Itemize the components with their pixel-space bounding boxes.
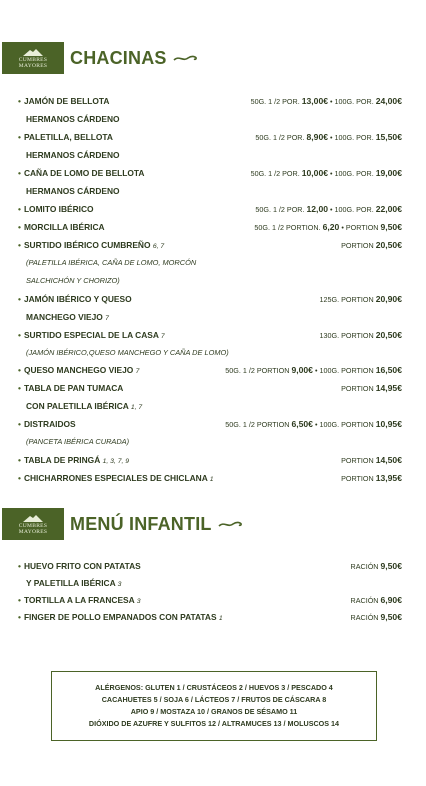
price-half-value: 6,50€ [291, 419, 313, 429]
menu-item-name [18, 221, 105, 234]
price-full-label: 100G. PORTION [319, 420, 374, 429]
bullet-icon: • [18, 96, 21, 106]
allergens-line: CACAHUETES 5 / SOJA 6 / LÁCTEOS 7 / FRUTOS DE CÁSCARA 8 [101, 695, 327, 704]
menu-item-title: SURTIDO ESPECIAL DE LA CASA [23, 330, 159, 340]
menu-item-name-continued [26, 149, 120, 162]
section-header-chacinas [2, 42, 199, 74]
menu-item-name [18, 203, 94, 216]
menu-item-title-cont: HERMANOS CÁRDENO [26, 186, 120, 196]
menu-item-title: PALETILLA, BELLOTA [23, 132, 113, 142]
bullet-icon: • [18, 330, 21, 340]
price-full-label: 100G. POR. [334, 97, 374, 106]
menu-item-title-cont: Y PALETILLA IBÉRICA [26, 578, 116, 588]
menu-item-row [18, 364, 402, 377]
menu-item-price [341, 454, 402, 467]
allergen-codes: 7 [135, 368, 140, 375]
price-full-value: 9,50€ [380, 222, 402, 232]
menu-item-name [18, 167, 144, 180]
menu-item-name [18, 472, 214, 486]
price-half-value: 8,90€ [306, 132, 329, 142]
price-full-label: 100G. POR. [334, 169, 374, 178]
menu-item-price [351, 611, 402, 624]
menu-item-name [18, 382, 123, 395]
menu-item-price [225, 418, 402, 431]
menu-item-price [254, 221, 402, 234]
brand-logo [2, 508, 64, 540]
menu-item-name [18, 131, 113, 144]
price-half-label: 50G. 1 /2 PORTION. [254, 223, 321, 232]
price-full-label: 130G. PORTION [319, 331, 374, 340]
menu-item-title: CHICHARRONES ESPECIALES DE CHICLANA [23, 473, 208, 483]
price-full-label: RACIÓN [350, 613, 379, 622]
bullet-icon: • [18, 204, 21, 214]
price-full-value: 20,90€ [375, 294, 402, 304]
menu-item-name [18, 611, 223, 625]
price-half-value: 12,00 [306, 204, 329, 214]
menu-item-row [18, 382, 402, 395]
price-full-label: PORTION [341, 474, 374, 483]
price-full-value: 20,50€ [375, 240, 402, 250]
price-half-label: 50G. 1 /2 POR. [250, 169, 300, 178]
menu-item-title-cont: CON PALETILLA IBÉRICA [26, 401, 129, 411]
menu-item-row [18, 239, 402, 252]
price-full-label: PORTION [341, 456, 374, 465]
menu-item-description: (PALETILLA IBÉRICA, CAÑA DE LOMO, MORCÓN [26, 258, 197, 267]
price-full-value: 19,00€ [375, 168, 402, 178]
mountain-icon [22, 514, 44, 523]
price-full-value: 16,50€ [375, 365, 402, 375]
price-full-value: 15,50€ [375, 132, 402, 142]
menu-item-price [351, 560, 402, 573]
bullet-icon: • [18, 132, 21, 142]
menu-item-name-continued [26, 113, 120, 126]
price-full-label: 100G. POR. [334, 133, 374, 142]
menu-item-name [18, 329, 165, 343]
logo-text-2: MAYORES [18, 62, 48, 69]
bullet-icon: • [18, 612, 21, 622]
price-full-label: PORTION [341, 384, 374, 393]
menu-item-row [18, 594, 402, 607]
bullet-icon: • [18, 168, 21, 178]
menu-item-price [251, 95, 402, 108]
menu-item-title: FINGER DE POLLO EMPANADOS CON PATATAS [23, 612, 217, 622]
menu-item-title: TORTILLA A LA FRANCESA [23, 595, 135, 605]
menu-item-row [18, 329, 402, 342]
price-half-label: 50G. 1 /2 POR. [250, 97, 300, 106]
price-full-label: RACIÓN [350, 596, 379, 605]
price-half-value: 13,00€ [301, 96, 329, 106]
section-header-infantil [2, 508, 244, 540]
price-half-value: 10,00€ [301, 168, 329, 178]
allergens-line: DIÓXIDO DE AZUFRE Y SULFITOS 12 / ALTRAMUCES 13 / MOLUSCOS 14 [88, 719, 340, 728]
menu-item-title: TABLA DE PAN TUMACA [23, 383, 124, 393]
price-full-label: 100G. PORTION [319, 366, 374, 375]
section-title-infantil: MENÚ INFANTIL [70, 513, 212, 534]
swirl-ornament-icon [173, 53, 199, 63]
menu-item-row [18, 472, 402, 485]
bullet-icon: • [18, 473, 21, 483]
menu-item-row [18, 203, 402, 216]
logo-text-1: CUMBRES [18, 56, 48, 63]
menu-item-title: SURTIDO IBÉRICO CUMBREÑO [23, 240, 151, 250]
menu-item-title-cont: HERMANOS CÁRDENO [26, 150, 120, 160]
menu-item-name [18, 95, 109, 108]
menu-item-title: DISTRAIDOS [23, 419, 76, 429]
price-full-label: PORTION [345, 223, 379, 232]
menu-item-row [18, 560, 402, 573]
price-half-value: 6,20 [322, 222, 340, 232]
bullet-icon: • [18, 383, 21, 393]
menu-item-description: (PANCETA IBÉRICA CURADA) [26, 437, 130, 446]
menu-item-price [351, 594, 402, 607]
allergens-line: APIO 9 / MOSTAZA 10 / GRANOS DE SÉSAMO 11 [130, 707, 298, 716]
price-half-label: 50G. 1 /2 POR. [255, 133, 305, 142]
menu-item-price [255, 203, 402, 216]
menu-item-row [18, 454, 402, 467]
price-full-label: PORTION [341, 241, 374, 250]
menu-item-name-continued [26, 400, 142, 414]
price-half-label: 50G. 1 /2 PORTION [225, 420, 290, 429]
allergen-codes: 7 [160, 333, 165, 340]
menu-item-title-cont: HERMANOS CÁRDENO [26, 114, 120, 124]
menu-item-title: QUESO MANCHEGO VIEJO [23, 365, 134, 375]
price-separator: • [341, 223, 344, 232]
bullet-icon: • [18, 561, 21, 571]
section-title-chacinas: CHACINAS [70, 47, 167, 68]
allergen-codes: 1, 3, 7, 9 [102, 458, 130, 465]
allergen-codes: 7 [105, 315, 109, 322]
menu-item-row [18, 167, 402, 180]
menu-item-title-cont: MANCHEGO VIEJO [26, 312, 103, 322]
allergen-codes: 1, 7 [130, 404, 143, 411]
price-full-value: 24,00€ [375, 96, 402, 106]
menu-item-name [18, 239, 164, 253]
price-full-value: 14,50€ [375, 455, 402, 465]
menu-item-name-continued [26, 577, 121, 591]
menu-item-title: HUEVO FRITO CON PATATAS [23, 561, 141, 571]
menu-item-price [341, 239, 402, 252]
menu-item-row [18, 95, 402, 108]
price-full-value: 13,95€ [375, 473, 402, 483]
price-separator: • [330, 133, 333, 142]
price-full-value: 9,50€ [380, 612, 402, 622]
bullet-icon: • [18, 419, 21, 429]
allergen-codes: 1 [209, 476, 214, 483]
menu-item-description: (JAMÓN IBÉRICO,QUESO MANCHEGO Y CAÑA DE LOMO) [26, 348, 229, 357]
bullet-icon: • [18, 455, 21, 465]
price-half-value: 9,00€ [291, 365, 313, 375]
price-separator: • [314, 366, 318, 375]
allergen-codes: 6, 7 [152, 243, 165, 250]
price-half-label: 50G. 1 /2 PORTION [225, 366, 290, 375]
menu-item-name [18, 364, 139, 378]
price-separator: • [330, 205, 333, 214]
menu-item-row [18, 131, 402, 144]
price-full-value: 9,50€ [380, 561, 402, 571]
menu-item-name-continued [26, 311, 109, 325]
bullet-icon: • [18, 595, 21, 605]
menu-item-description: SALCHICHÓN Y CHORIZO) [26, 276, 120, 285]
menu-item-row [18, 293, 402, 306]
bullet-icon: • [18, 240, 21, 250]
menu-item-price [320, 293, 403, 306]
menu-item-title: LOMITO IBÉRICO [23, 204, 94, 214]
price-separator: • [330, 169, 333, 178]
bullet-icon: • [18, 365, 21, 375]
price-separator: • [314, 420, 318, 429]
price-full-value: 6,90€ [380, 595, 402, 605]
swirl-ornament-icon [218, 519, 244, 529]
allergen-codes: 3 [136, 598, 141, 605]
price-full-value: 14,95€ [375, 383, 402, 393]
allergen-codes: 3 [117, 581, 122, 588]
logo-text-2: MAYORES [18, 528, 48, 535]
menu-item-price [341, 472, 402, 485]
menu-item-title: CAÑA DE LOMO DE BELLOTA [23, 168, 145, 178]
menu-item-row [18, 611, 402, 624]
price-full-value: 10,95€ [375, 419, 402, 429]
brand-logo [2, 42, 64, 74]
allergen-codes: 1 [218, 615, 223, 622]
price-full-label: 125G. PORTION [319, 295, 374, 304]
price-half-label: 50G. 1 /2 POR. [255, 205, 305, 214]
menu-item-title: MORCILLA IBÉRICA [23, 222, 105, 232]
menu-item-price [225, 364, 402, 377]
bullet-icon: • [18, 294, 21, 304]
menu-item-name-continued [26, 185, 120, 198]
menu-item-name [18, 418, 76, 431]
allergens-legend [51, 671, 377, 741]
price-separator: • [330, 97, 333, 106]
bullet-icon: • [18, 222, 21, 232]
logo-text-1: CUMBRES [18, 522, 48, 529]
price-full-value: 22,00€ [375, 204, 402, 214]
menu-item-title: JAMÓN DE BELLOTA [23, 96, 110, 106]
menu-item-price [255, 131, 402, 144]
price-full-label: RACIÓN [350, 562, 379, 571]
menu-item-price [341, 382, 402, 395]
menu-item-price [320, 329, 403, 342]
menu-item-row [18, 418, 402, 431]
menu-item-name [18, 560, 141, 573]
mountain-icon [22, 48, 44, 57]
menu-item-price [251, 167, 402, 180]
menu-item-name [18, 594, 140, 608]
menu-item-row [18, 221, 402, 234]
price-full-value: 20,50€ [375, 330, 402, 340]
allergens-line: ALÉRGENOS: GLUTEN 1 / CRUSTÁCEOS 2 / HUEVOS 3 / PESCADO 4 [95, 683, 333, 692]
menu-item-name [18, 454, 129, 468]
menu-item-title: JAMÓN IBÉRICO Y QUESO [23, 294, 132, 304]
menu-item-name [18, 293, 132, 306]
price-full-label: 100G. POR. [334, 205, 374, 214]
menu-item-title: TABLA DE PRINGÁ [23, 455, 101, 465]
